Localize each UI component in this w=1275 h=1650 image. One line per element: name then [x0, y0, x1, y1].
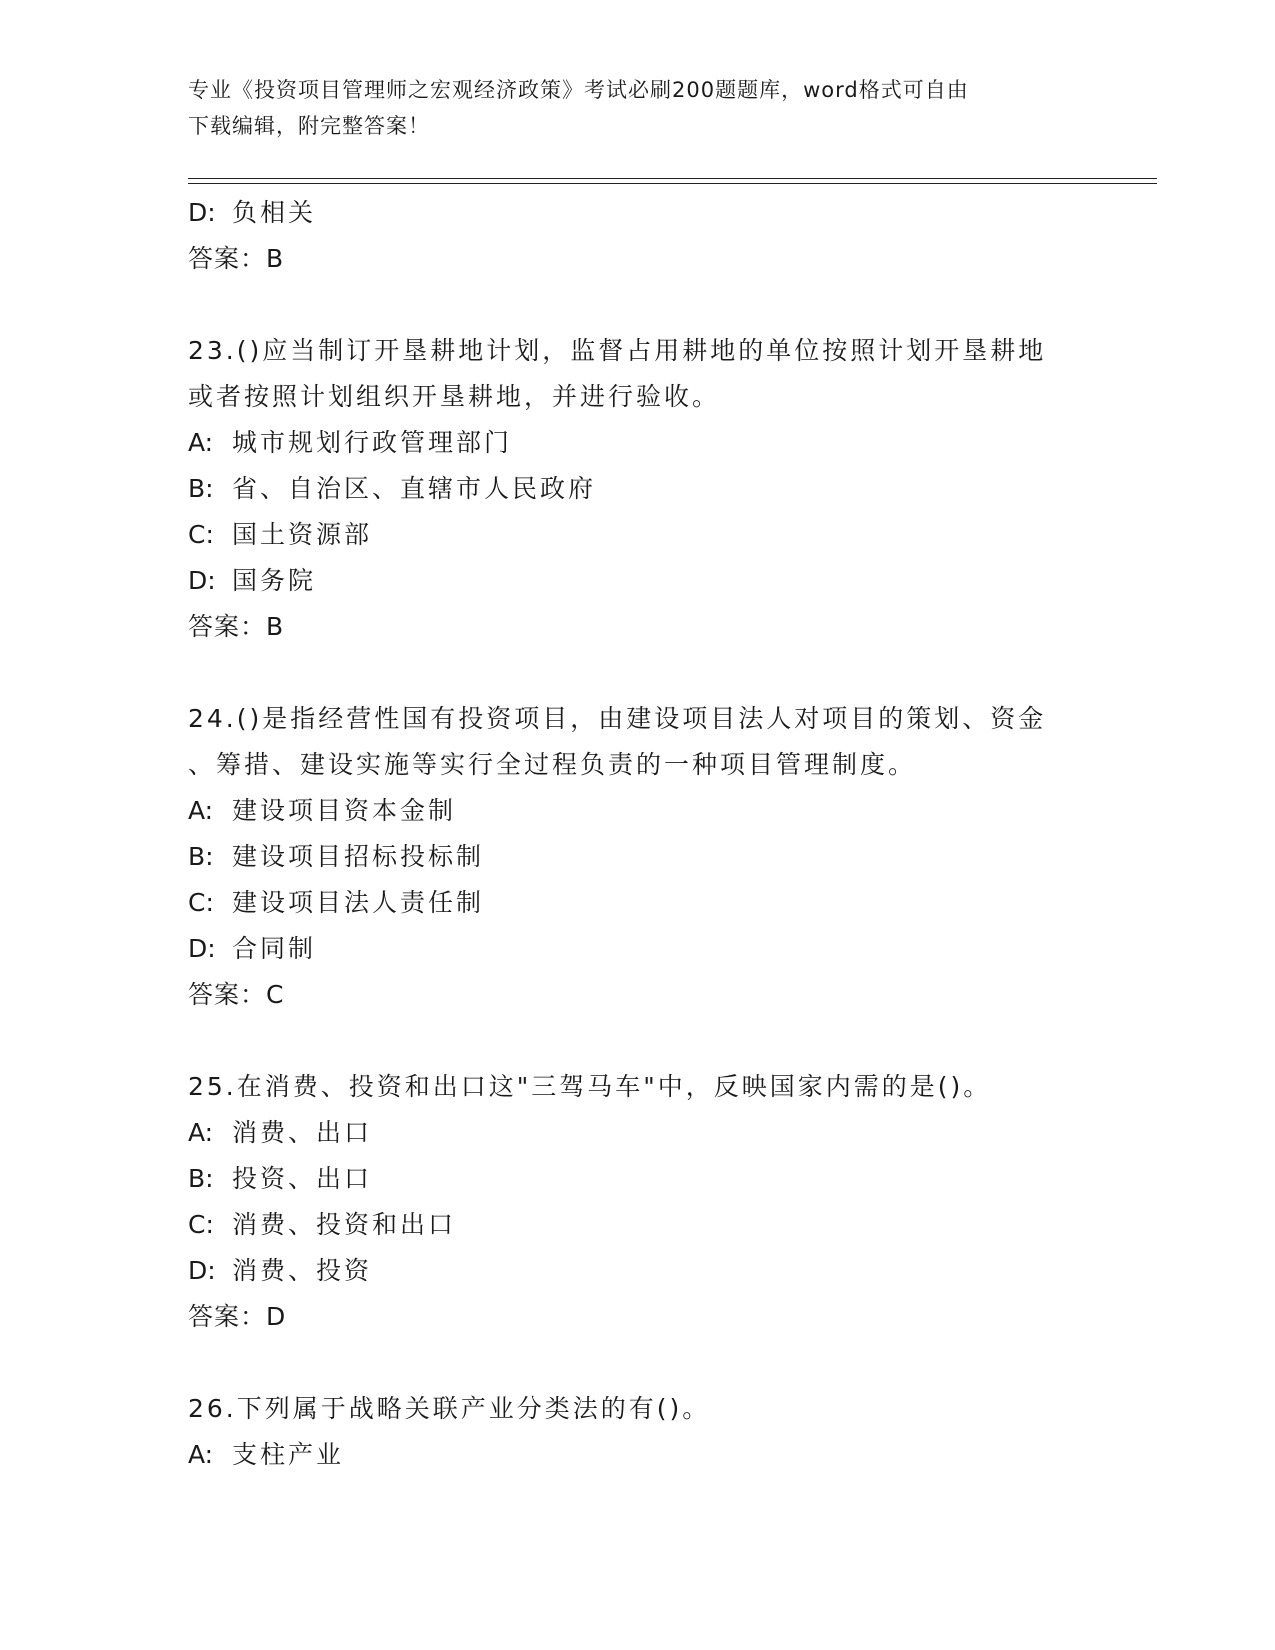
header-rule-bottom — [188, 183, 1157, 184]
option-row — [188, 420, 1088, 466]
question-stem-line: 26.下列属于战略关联产业分类法的有()。 — [188, 1394, 711, 1423]
answer-line: 答案：B — [188, 244, 285, 273]
question-block — [188, 328, 1088, 650]
option-text: 消费、出口 — [232, 1118, 373, 1147]
option-letter: B: — [188, 474, 214, 503]
question-block — [188, 1064, 1088, 1340]
option-letter: B: — [188, 842, 214, 871]
option-text: 城市规划行政管理部门 — [232, 428, 513, 457]
option-row — [188, 834, 1088, 880]
header-line-1: 专业《投资项目管理师之宏观经济政策》考试必刷200题题库，word格式可自由 — [188, 78, 969, 102]
option-text: 建设项目法人责任制 — [232, 888, 485, 917]
question-stem-line: 或者按照计划组织开垦耕地，并进行验收。 — [188, 382, 721, 411]
option-row — [188, 1432, 1088, 1478]
option-letter: A: — [188, 428, 214, 457]
option-row — [188, 926, 1088, 972]
header-rule-top — [188, 178, 1157, 179]
question-stem-line: 25.在消费、投资和出口这"三驾马车"中，反映国家内需的是()。 — [188, 1072, 992, 1101]
question-block — [188, 1386, 1088, 1478]
option-row — [188, 190, 1088, 236]
option-letter: C: — [188, 1210, 214, 1239]
question-stem-line: 24.()是指经营性国有投资项目，由建设项目法人对项目的策划、资金 — [188, 704, 1047, 733]
answer-line: 答案：B — [188, 612, 285, 641]
option-letter: B: — [188, 1164, 214, 1193]
option-row — [188, 788, 1088, 834]
option-text: 合同制 — [232, 934, 317, 963]
option-text: 建设项目资本金制 — [232, 796, 457, 825]
option-letter: D: — [188, 1256, 216, 1285]
option-letter: D: — [188, 566, 216, 595]
option-text: 国土资源部 — [232, 520, 373, 549]
option-text: 国务院 — [232, 566, 317, 595]
answer-line: 答案：D — [188, 1302, 287, 1331]
option-text: 建设项目招标投标制 — [232, 842, 485, 871]
header-line-2: 下载编辑，附完整答案！ — [188, 114, 430, 138]
question-stem-line: 、筹措、建设实施等实行全过程负责的一种项目管理制度。 — [188, 750, 917, 779]
question-block — [188, 696, 1088, 1018]
option-row — [188, 466, 1088, 512]
option-row — [188, 1156, 1088, 1202]
option-letter: D: — [188, 198, 216, 227]
question-stem-line: 23.()应当制订开垦耕地计划，监督占用耕地的单位按照计划开垦耕地 — [188, 336, 1047, 365]
option-letter: A: — [188, 1118, 214, 1147]
option-letter: A: — [188, 796, 214, 825]
option-text: 消费、投资和出口 — [232, 1210, 457, 1239]
option-letter: C: — [188, 520, 214, 549]
option-letter: A: — [188, 1440, 214, 1469]
option-text: 负相关 — [232, 198, 317, 227]
option-letter: C: — [188, 888, 214, 917]
option-row — [188, 1202, 1088, 1248]
option-row — [188, 558, 1088, 604]
option-letter: D: — [188, 934, 216, 963]
option-row — [188, 1110, 1088, 1156]
document-body — [188, 190, 1088, 1478]
option-text: 省、自治区、直辖市人民政府 — [232, 474, 597, 503]
option-text: 支柱产业 — [232, 1440, 345, 1469]
answer-line: 答案：C — [188, 980, 285, 1009]
option-text: 消费、投资 — [232, 1256, 373, 1285]
option-row — [188, 880, 1088, 926]
document-header — [188, 72, 1068, 144]
option-row — [188, 512, 1088, 558]
option-text: 投资、出口 — [232, 1164, 373, 1193]
option-row — [188, 1248, 1088, 1294]
